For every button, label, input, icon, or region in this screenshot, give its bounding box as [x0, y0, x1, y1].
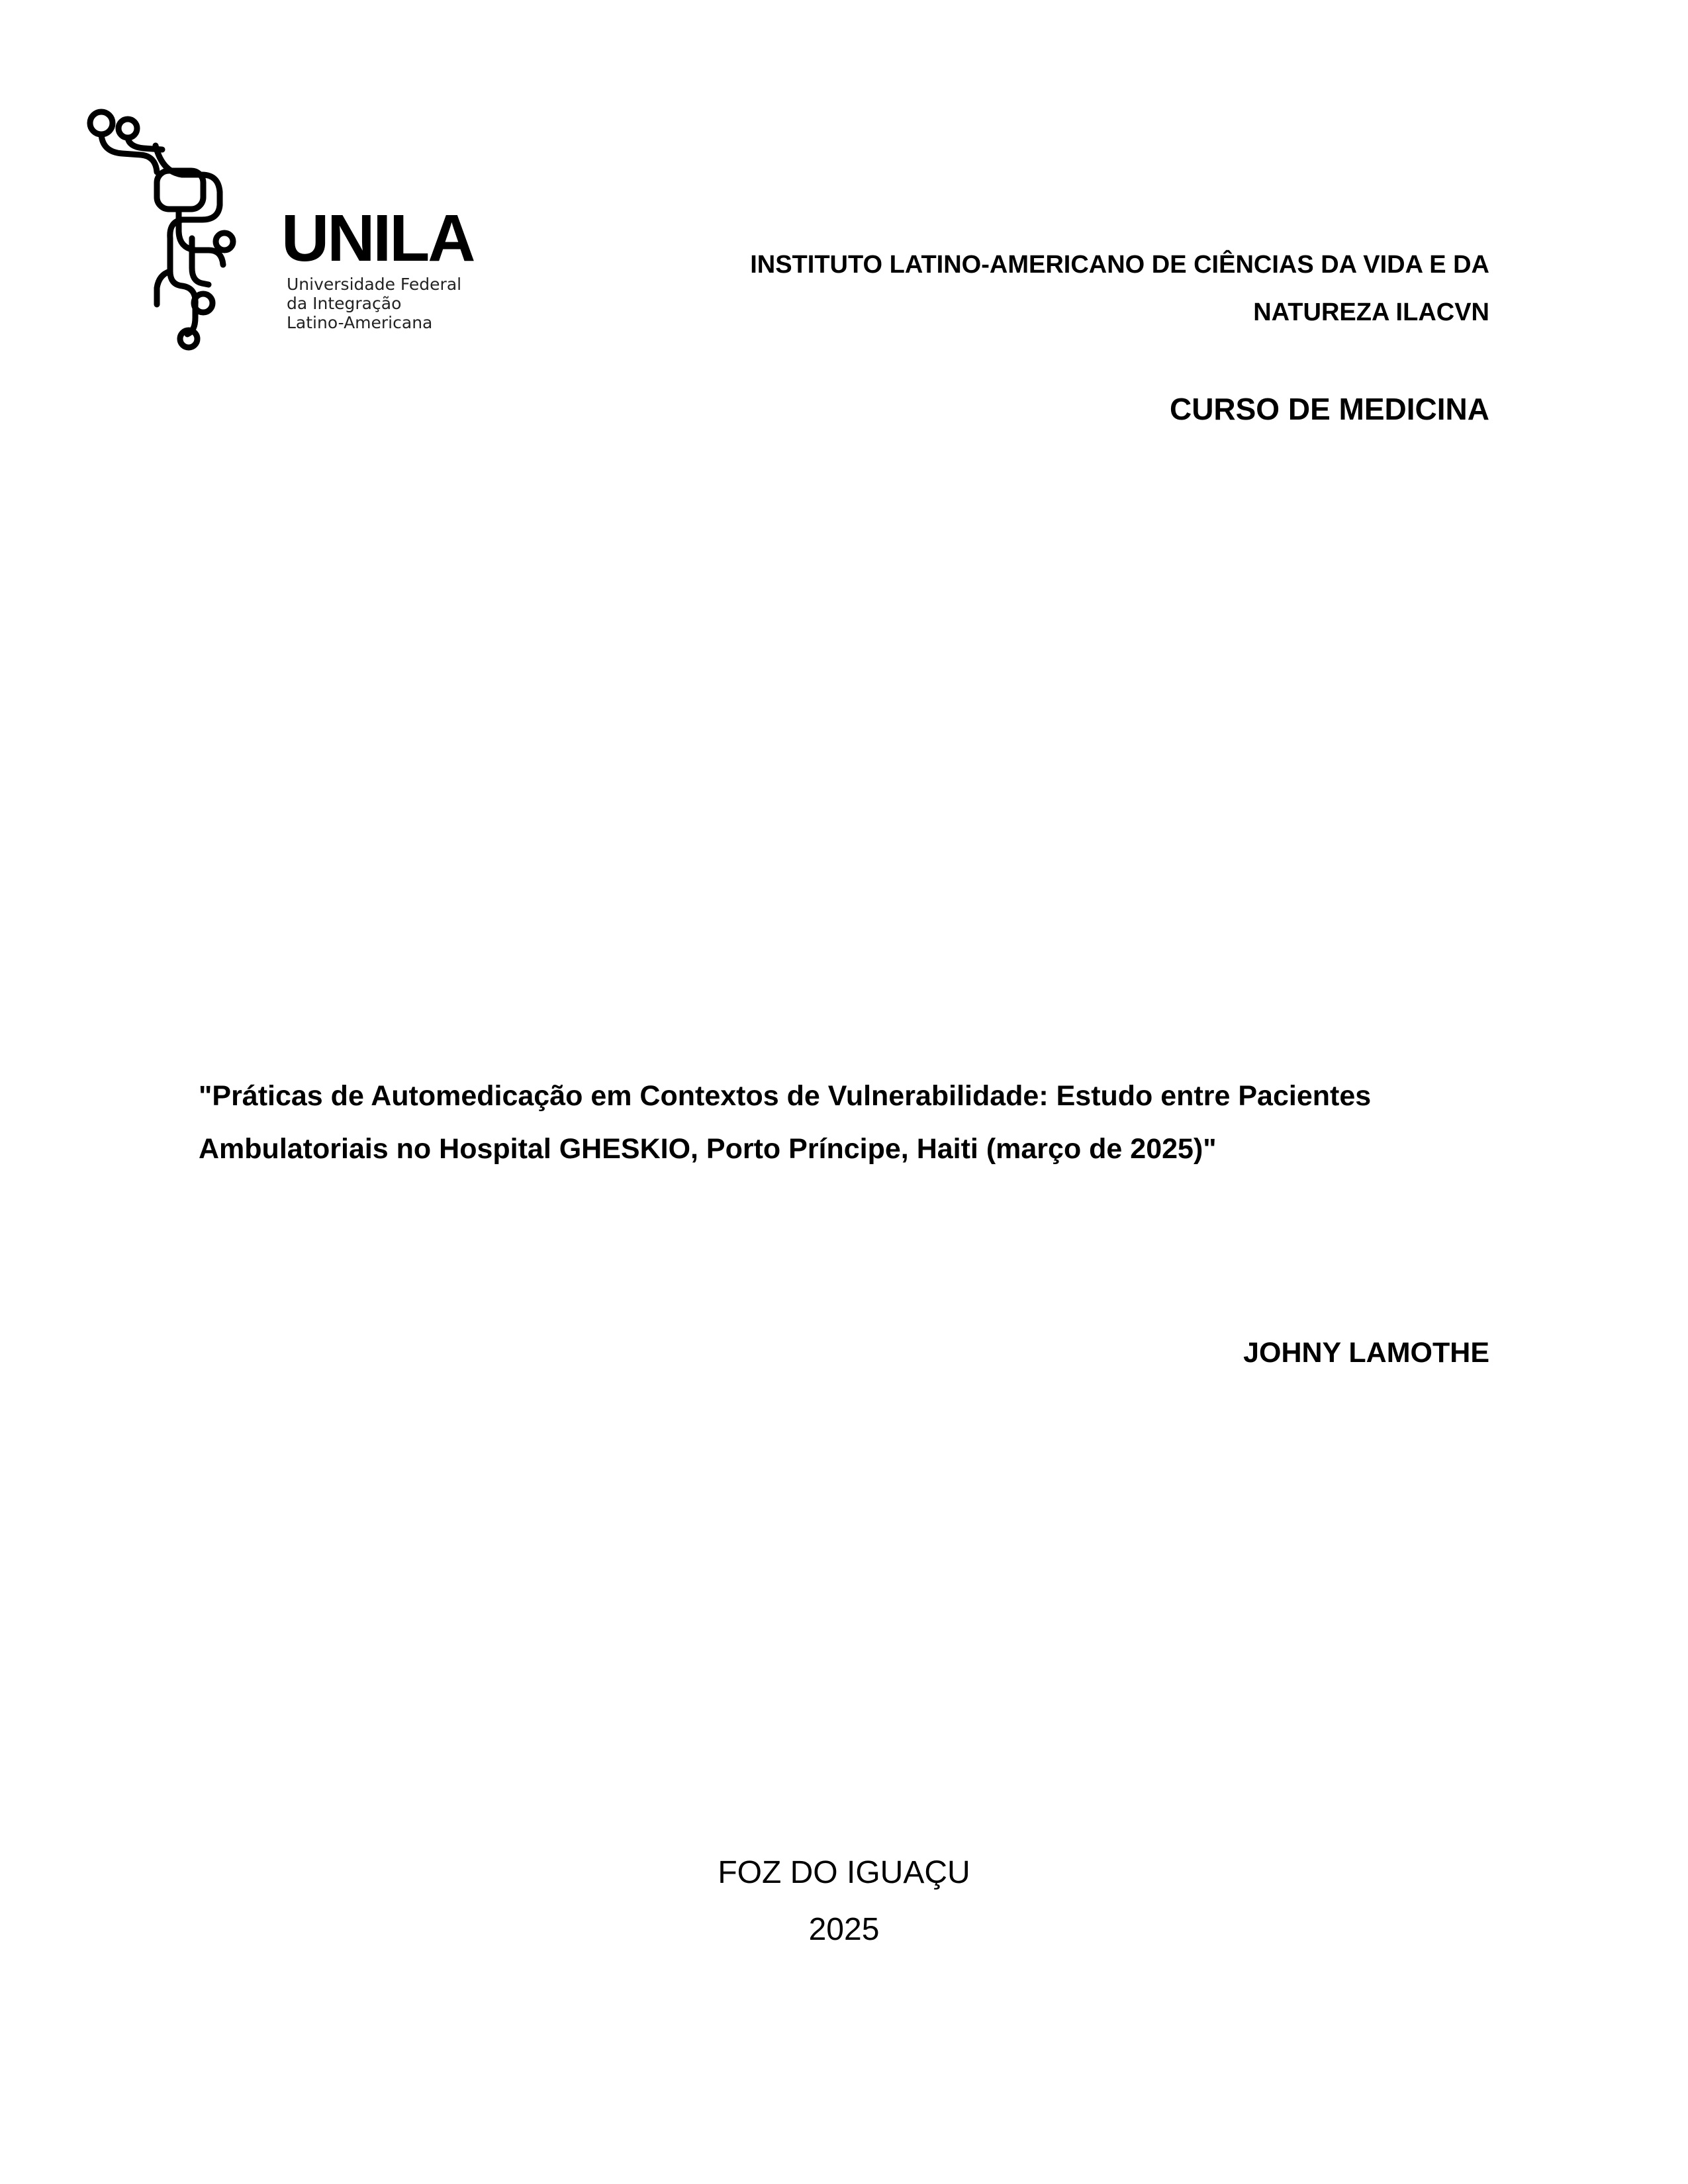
title-line: Ambulatoriais no Hospital GHESKIO, Porto Príncipe, Haiti (março de 2025)"	[199, 1133, 1217, 1165]
logo-subtitle-line: Latino-Americana	[287, 313, 433, 332]
title-line: "Práticas de Automedicação em Contextos de Vulnerabilidade: Estudo entre Pacientes	[199, 1080, 1372, 1112]
institute-line: NATUREZA ILACVN	[1253, 298, 1489, 326]
logo-subtitle-line: da Integração	[287, 294, 402, 313]
institute-heading	[563, 241, 1489, 336]
logo-subtitle-line: Universidade Federal	[287, 275, 462, 294]
unila-knot-logo-icon	[83, 106, 242, 351]
logo-wordmark: UNILA	[281, 201, 474, 275]
city: FOZ DO IGUAÇU	[718, 1855, 970, 1890]
document-title	[199, 1069, 1489, 1175]
unila-logo	[83, 106, 480, 351]
year: 2025	[808, 1912, 880, 1947]
logo-subtitle	[287, 275, 461, 332]
author-name: JOHNY LAMOTHE	[1243, 1337, 1489, 1369]
course-heading: CURSO DE MEDICINA	[1169, 392, 1489, 426]
institute-line: INSTITUTO LATINO-AMERICANO DE CIÊNCIAS DA VIDA E DA	[750, 251, 1489, 279]
